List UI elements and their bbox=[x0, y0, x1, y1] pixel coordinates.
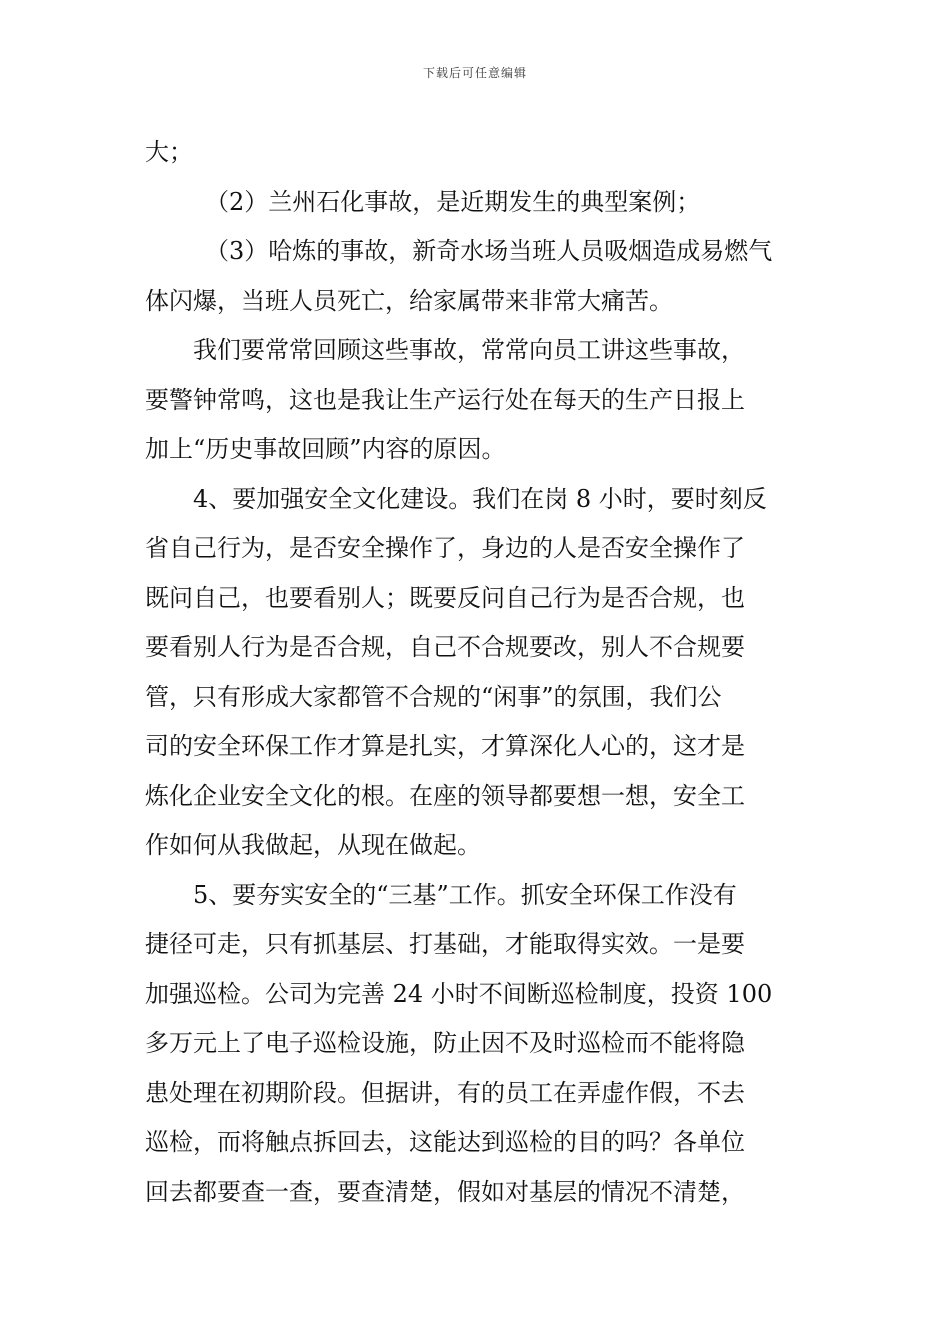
text-line: 捷径可走，只有抓基层、打基础，才能取得实效。一是要 bbox=[145, 930, 745, 958]
text-line: 加强巡检。公司为完善 24 小时不间断巡检制度，投资 100 bbox=[145, 979, 773, 1008]
text-line: 司的安全环保工作才算是扎实，才算深化人心的，这才是 bbox=[145, 732, 745, 760]
text-line: 5、要夯实安全的“三基”工作。抓安全环保工作没有 bbox=[193, 880, 737, 909]
text-line: 管，只有形成大家都管不合规的“闲事”的氛围，我们公 bbox=[145, 682, 722, 711]
text-line: 省自己行为，是否安全操作了，身边的人是否安全操作了 bbox=[145, 534, 745, 562]
text-line: 加上“历史事故回顾”内容的原因。 bbox=[145, 435, 506, 463]
text-line: 炼化企业安全文化的根。在座的领导都要想一想，安全工 bbox=[145, 781, 745, 810]
text-line: （2）兰州石化事故，是近期发生的典型案例； bbox=[205, 187, 701, 216]
text-line: （3）哈炼的事故，新奇水场当班人员吸烟造成易燃气 bbox=[205, 237, 773, 265]
page-header: 下载后可任意编辑 bbox=[422, 66, 527, 80]
text-line: 要警钟常鸣，这也是我让生产运行处在每天的生产日报上 bbox=[145, 385, 745, 414]
text-line: 大； bbox=[145, 138, 193, 166]
text-line: 多万元上了电子巡检设施，防止因不及时巡检而不能将隐 bbox=[145, 1029, 745, 1057]
text-line: 作如何从我做起，从现在做起。 bbox=[145, 831, 481, 859]
text-line: 患处理在初期阶段。但据讲，有的员工在弄虚作假，不去 bbox=[145, 1078, 745, 1107]
text-line: 体闪爆，当班人员死亡，给家属带来非常大痛苦。 bbox=[145, 286, 673, 315]
text-line: 要看别人行为是否合规，自己不合规要改，别人不合规要 bbox=[145, 633, 745, 661]
text-line: 既问自己，也要看别人；既要反问自己行为是否合规，也 bbox=[145, 583, 745, 612]
text-line: 回去都要查一查，要查清楚，假如对基层的情况不清楚， bbox=[145, 1177, 745, 1206]
text-line: 我们要常常回顾这些事故，常常向员工讲这些事故， bbox=[193, 336, 745, 364]
text-line: 巡检，而将触点拆回去，这能达到巡检的目的吗？各单位 bbox=[145, 1128, 745, 1156]
document-body bbox=[145, 128, 810, 1217]
text-line: 4、要加强安全文化建设。我们在岗 8 小时，要时刻反 bbox=[193, 484, 767, 513]
